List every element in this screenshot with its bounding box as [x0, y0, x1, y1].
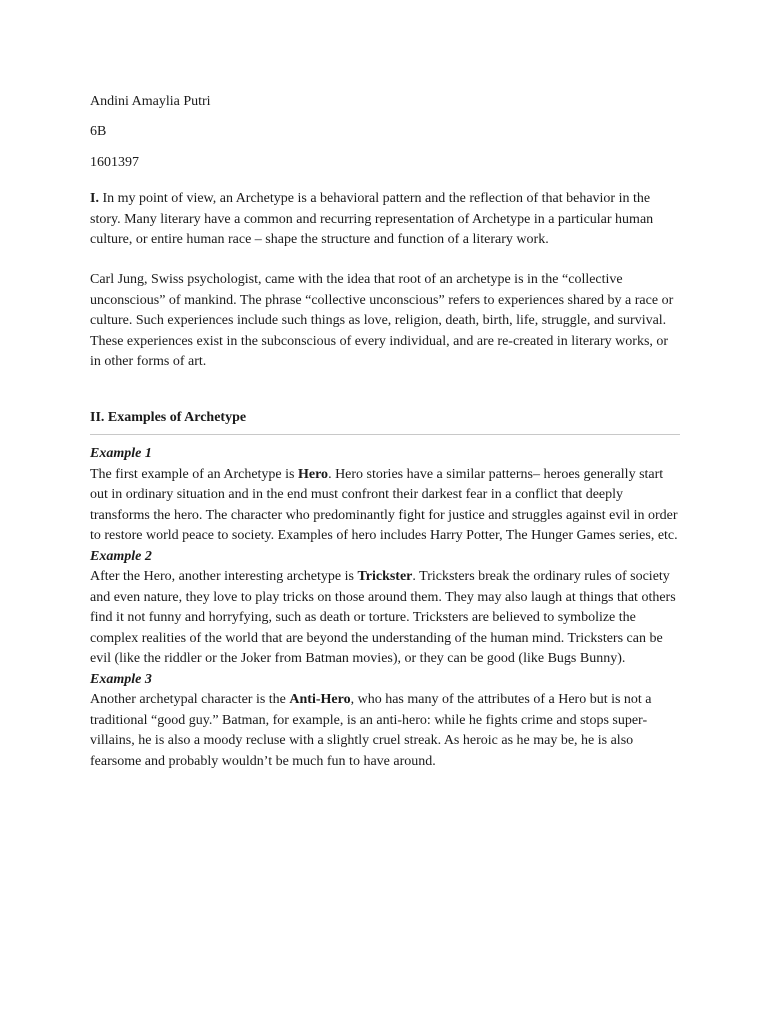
example-2-title: Example 2 — [90, 548, 152, 564]
section1-paragraph2: Carl Jung, Swiss psychologist, came with the idea that root of an archetype is in the “collective unconscious” of mankind. The phrase “collective unconscious” refers to experiences shared by a race or culture. Such experiences include such things as love, religion, death, birth, life, struggle, and survival. These experiences exist in the subconscious of every individual, and are re-created in literary works, or in other forms of art. — [90, 272, 674, 369]
example-1 — [90, 444, 680, 547]
student-id: 1601397 — [90, 155, 139, 170]
example-1-title: Example 1 — [90, 446, 152, 461]
example-1-body — [90, 465, 680, 547]
example-2-text-after: . Tricksters break the ordinary rules of society and even nature, they love to play tricks on those around them. They may also laugh at things that others find it not funny and horryfying, such as death or torture. Tricksters are believed to symbolize the complex realities of the world that are beyond the understanding of the human mind. Tricksters can be evil (like the riddler or the Joker from Batman movies), or they can be good (like Bugs Bunny). — [90, 569, 676, 666]
examples-block — [90, 444, 680, 772]
author-name: Andini Amaylia Putri — [90, 94, 211, 109]
example-2-text-before: After the Hero, another interesting archetype is — [90, 569, 358, 584]
section2-heading: II. Examples of Archetype — [90, 408, 680, 435]
example-1-text-after: . Hero stories have a similar patterns– heroes generally start out in ordinary situation and in the end must confront their darkest fear in a conflict that deeply transforms the hero. The character who predominantly fight for justice and struggles against evil in order to restore world peace to society. Examples of hero includes Harry Potter, The Hunger Games series, etc. — [90, 466, 678, 543]
example-3 — [90, 670, 680, 773]
example-3-term: Anti-Hero — [289, 692, 351, 707]
example-3-title: Example 3 — [90, 671, 152, 687]
example-1-term: Hero — [297, 466, 329, 482]
example-2-term: Trickster — [357, 569, 413, 584]
example-3-body — [90, 690, 680, 772]
example-2 — [90, 547, 680, 670]
class-label: 6B — [90, 124, 107, 139]
example-1-text-before: The first example of an Archetype is — [90, 466, 298, 482]
example-3-text-before: Another archetypal character is the — [90, 692, 290, 707]
example-3-text-after: , who has many of the attributes of a Hero but is not a traditional “good guy.” Batman, for example, is an anti-hero: while he fights crime and stops super-villains, he is also a moody recluse with a slightly cruel streak. As heroic as he may be, he is also fearsome and probably wouldn’t be much fun to have around. — [90, 692, 652, 769]
section1-paragraph1-text: In my point of view, an Archetype is a behavioral pattern and the reflection of that behavior in the story. Many literary have a common and recurring representation of Archetype in a particular human culture, or entire human race – shape the structure and function of a literary work. — [90, 191, 654, 247]
example-2-body — [90, 567, 680, 670]
section1-numeral: I. — [90, 191, 99, 206]
section1-paragraph1 — [90, 189, 680, 251]
